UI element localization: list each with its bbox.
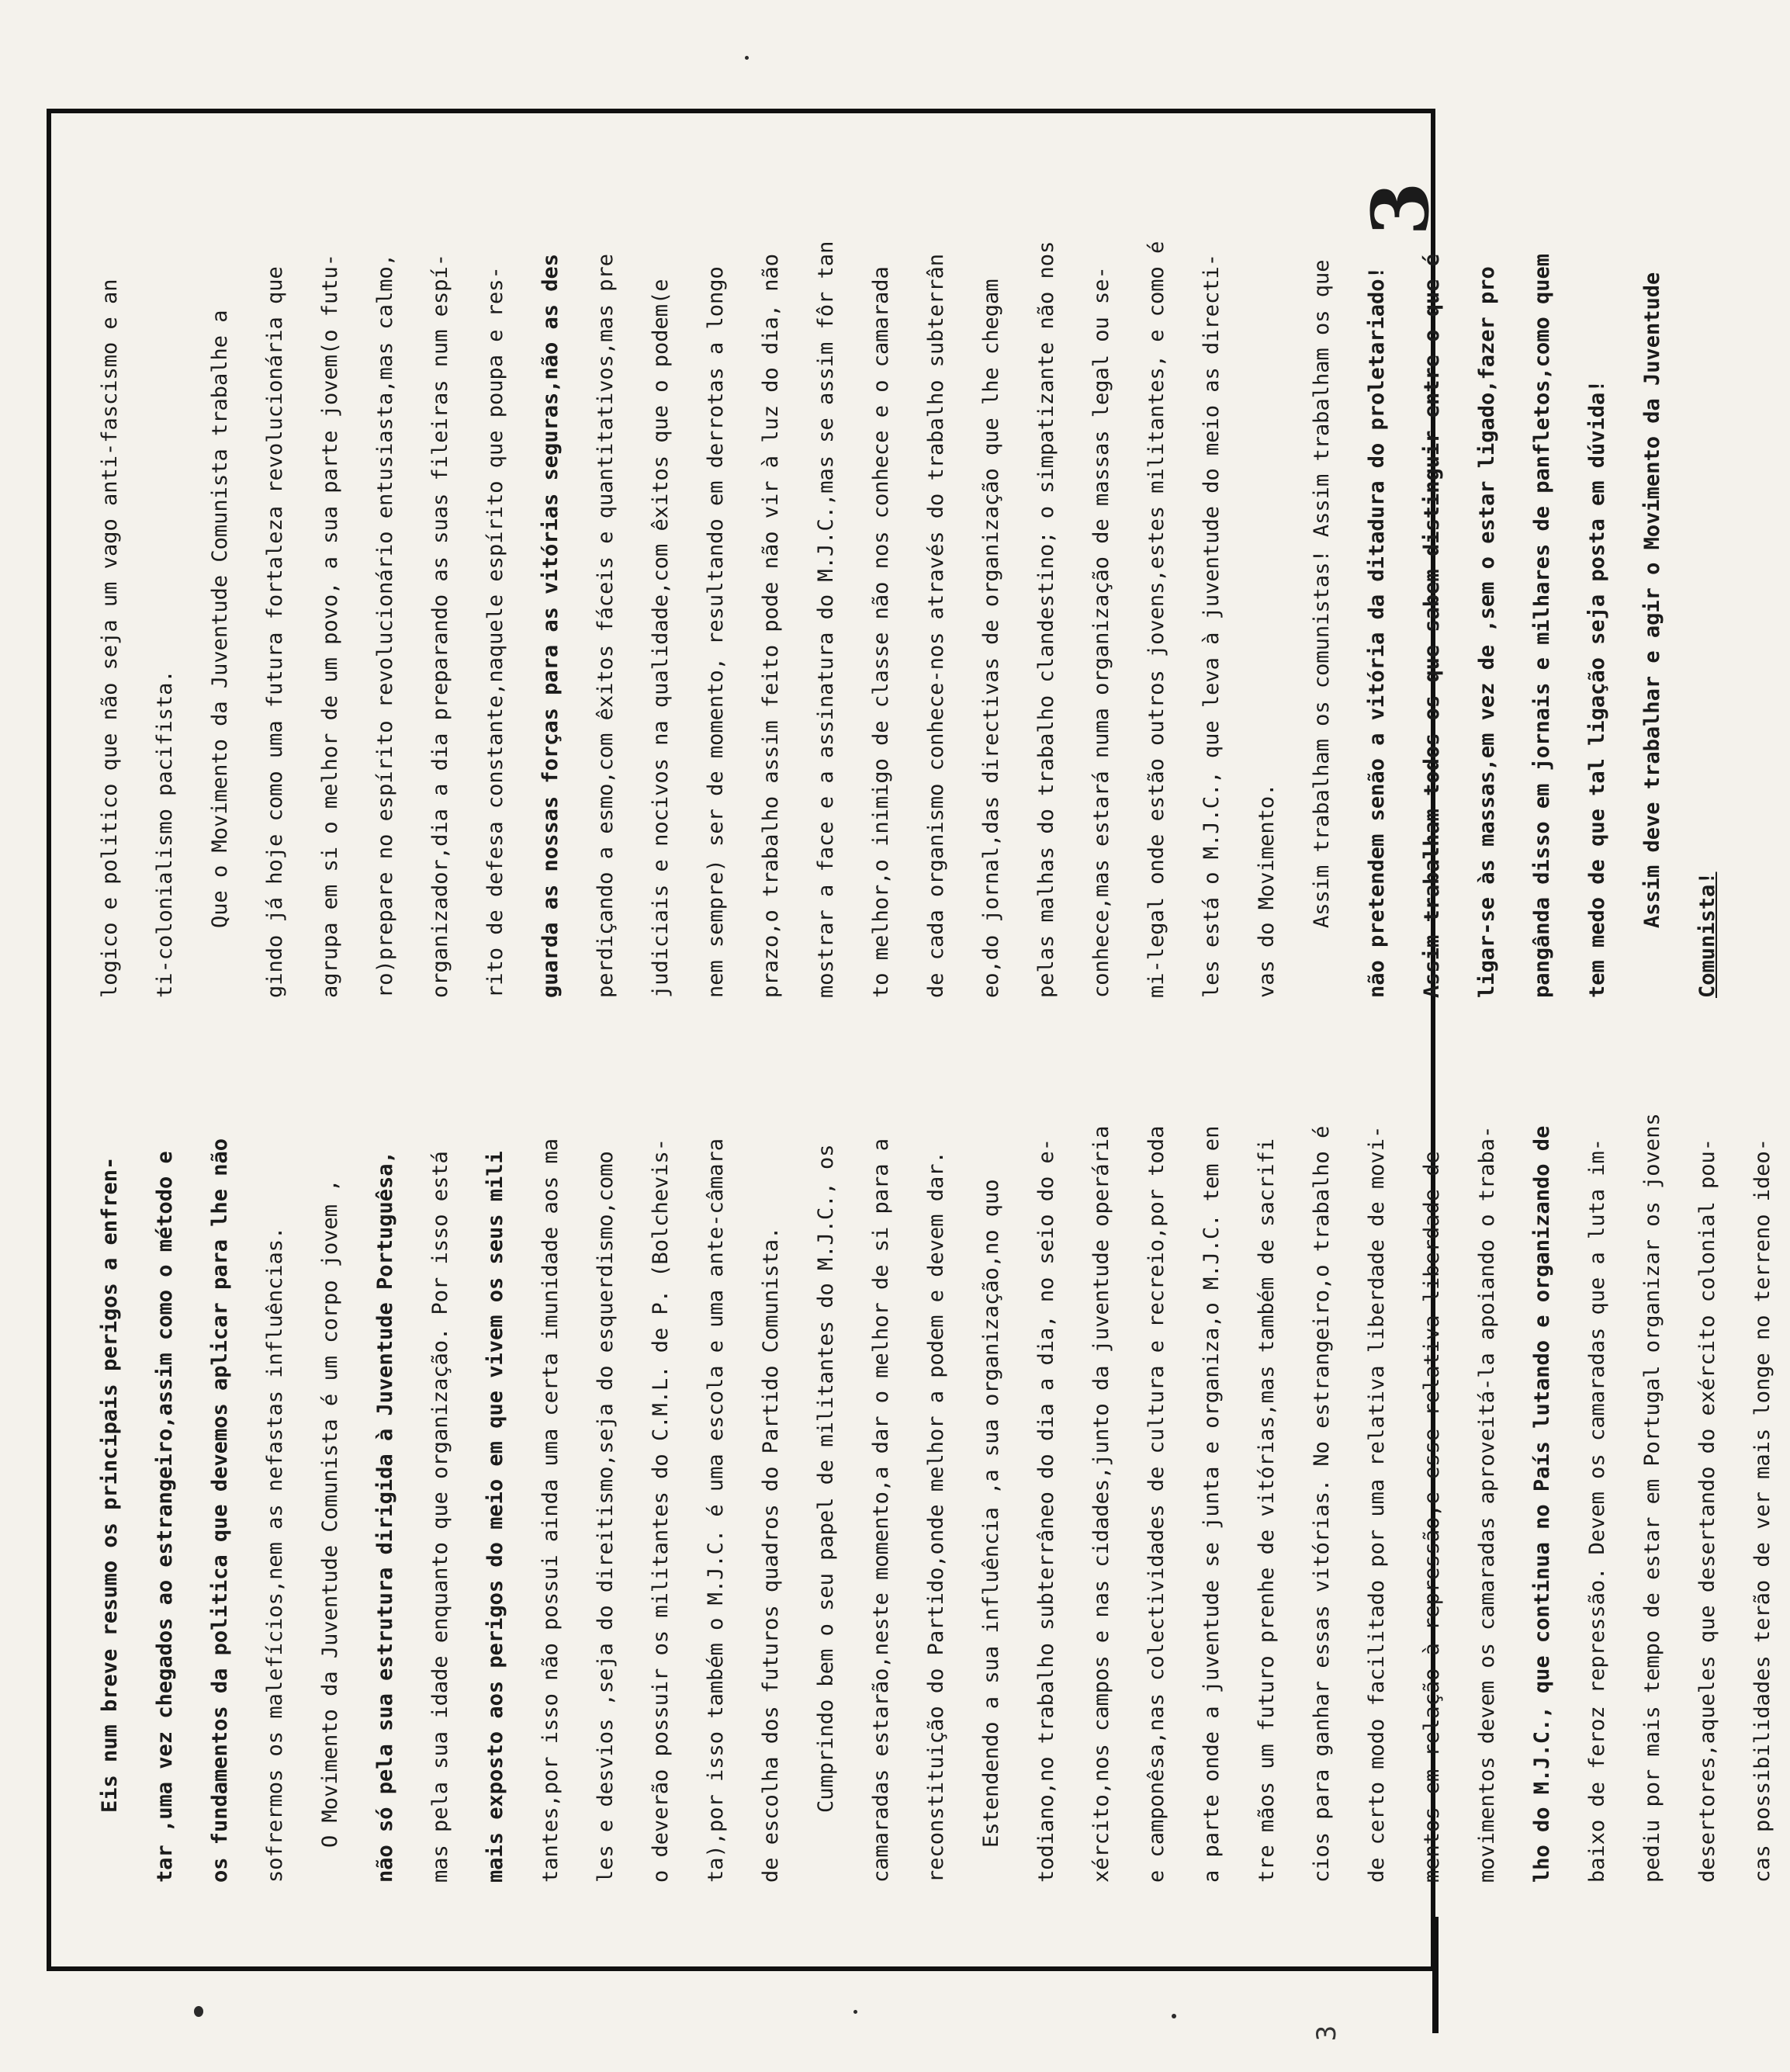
text-line: cios para ganhar essas vitórias. No estrangeiro,o trabalho é — [1310, 1125, 1334, 1883]
text-line: xército,nos campos e nas cidades,junto da juventude operária — [1089, 1125, 1113, 1883]
text-line: pelas malhas do trabalho clandestino; o simpatizante não nos — [1034, 241, 1058, 998]
text-line: Estendendo a sua influência ,a sua organização,no quo — [979, 1179, 1003, 1848]
text-line: eo,do jornal,das directivas de organização que lhe chegam — [979, 279, 1003, 998]
text-line: gindo já hoje como uma futura fortaleza revolucionária que — [263, 266, 287, 998]
text-line: O Movimento da Juventude Comunista é um corpo jovem , — [318, 1179, 342, 1848]
scan-mark — [194, 2006, 203, 2017]
rotated-text-block — [67, 106, 1774, 1952]
text-line: baixo de feroz repressão. Devem os camaradas que a luta im- — [1585, 1138, 1609, 1883]
text-line: mais exposto aos perigos do meio em que vivem os seus mili — [483, 1151, 507, 1883]
text-line: o deverão possuir os militantes do C.M.L. de P. (Bolchevis- — [649, 1138, 673, 1883]
text-line: rito de defesa constante,naquele espírito que poupa e res- — [483, 266, 507, 998]
text-line: não pretendem senão a vitória da ditadura do proletariado! — [1365, 266, 1389, 998]
text-line: Assim trabalham todos os que sabem distinguir entre o que é — [1420, 253, 1444, 998]
text-line: mostrar a face e a assinatura do M.J.C.,mas se assim fôr tan — [814, 241, 838, 998]
text-line: les e desvios ,seja do direitismo,seja do esquerdismo,como — [594, 1151, 618, 1883]
text-line: Que o Movimento da Juventude Comunista trabalhe a — [208, 310, 232, 928]
text-line: de certo modo facilitado por uma relativa liberdade de movi- — [1365, 1125, 1389, 1883]
text-line: logico e politico que não seja um vago anti-fascismo e an — [98, 279, 122, 998]
text-line: Assim deve trabalhar e agir o Movimento da Juventude — [1640, 272, 1664, 928]
text-line: sofrermos os malefícios,nem as nefastas influências. — [263, 1226, 287, 1883]
text-line: organizador,dia a dia preparando as suas fileiras num espí- — [428, 253, 452, 998]
text-line: agrupa em si o melhor de um povo, a sua parte jovem(o futu- — [318, 253, 342, 998]
text-line: pediu por mais tempo de estar em Portugal organizar os jovens — [1640, 1113, 1664, 1883]
text-line: prazo,o trabalho assim feito pode não vir à luz do dia, não — [759, 253, 783, 998]
text-line: Cumprindo bem o seu papel de militantes do M.J.C., os — [814, 1144, 838, 1813]
text-line: os fundamentos da politica que devemos aplicar para lhe não — [208, 1138, 232, 1883]
text-line: judiciais e nocivos na qualidade,com êxitos que o podem(e — [649, 279, 673, 998]
scan-mark — [853, 2010, 857, 2014]
text-line: e camponêsa,nas colectividades de cultura e recreio,por toda — [1144, 1125, 1169, 1883]
text-line: perdiçando a esmo,com êxitos fáceis e quantitativos,mas pre — [594, 253, 618, 998]
text-line: lho do M.J.C., que continua no País lutando e organizando de — [1530, 1125, 1554, 1883]
text-line: desertores,aqueles que desertando do exército colonial pou- — [1695, 1138, 1719, 1883]
text-line: não só pela sua estrutura dirigida à Juventude Portuguêsa, — [373, 1151, 397, 1883]
text-line: de escolha dos futuros quadros do Partido Comunista. — [759, 1226, 783, 1883]
right-column — [82, 160, 1719, 998]
text-line: a parte onde a juventude se junta e organiza,o M.J.C. tem en — [1200, 1125, 1224, 1883]
text-line: Comunista! — [1695, 871, 1719, 998]
text-line: ro)prepare no espírito revolucionário entusiasta,mas calmo, — [373, 253, 397, 998]
text-line: tem medo de que tal ligação seja posta em dúvida! — [1585, 379, 1609, 998]
text-line: pangânda disso em jornais e milhares de panfletos,como quem — [1530, 253, 1554, 998]
text-line: to melhor,o inimigo de classe não nos conhece e o camarada — [869, 266, 893, 998]
text-line: ta),por isso também o M.J.C. é uma escola e uma ante-câmara — [704, 1138, 728, 1883]
text-line: mas pela sua idade enquanto que organização. Por isso está — [428, 1151, 452, 1883]
left-column — [82, 1045, 1774, 1883]
text-line: ligar-se às massas,em vez de ,sem o estar ligado,fazer pro — [1475, 266, 1499, 998]
text-line: mentos em relação à repressão,e esse relativa liberdade de — [1420, 1151, 1444, 1883]
scan-mark — [1172, 2014, 1176, 2018]
text-line: tantes,por isso não possui ainda uma certa imunidade aos ma — [538, 1138, 563, 1883]
border-mark — [1432, 1917, 1439, 2033]
text-line: tre mãos um futuro prenhe de vitórias,mas também de sacrifi — [1255, 1138, 1279, 1883]
text-line: todiano,no trabalho subterrâneo do dia a dia, no seio do e- — [1034, 1138, 1058, 1883]
text-line: camaradas estarão,neste momento,a dar o melhor de si para a — [869, 1138, 893, 1883]
scan-mark — [745, 56, 749, 60]
text-line: conhece,mas estará numa organização de massas legal ou se- — [1089, 266, 1113, 998]
text-line: tar ,uma vez chegados ao estrangeiro,assim como o método e — [153, 1151, 177, 1883]
text-line: vas do Movimento. — [1255, 783, 1279, 998]
text-line: mi-legal onde estão outros jovens,estes militantes, e como é — [1144, 241, 1169, 998]
page-number: 3 — [1354, 182, 1446, 236]
text-line: les está o M.J.C., que leva à juventude do meio as directi- — [1200, 253, 1224, 998]
text-line: nem sempre) ser de momento, resultando em derrotas a longo — [704, 266, 728, 998]
text-line: cas possibilidades terão de ver mais longe no terreno ideo- — [1750, 1138, 1774, 1883]
text-line: guarda as nossas forças para as vitórias seguras,não as des — [538, 253, 563, 998]
text-line: reconstituição do Partido,onde melhor a podem e devem dar. — [924, 1151, 948, 1883]
text-line: de cada organismo conhece-nos através do trabalho subterrân — [924, 253, 948, 998]
text-line: Assim trabalham os comunistas! Assim trabalham os que — [1310, 259, 1334, 928]
text-line: movimentos devem os camaradas aproveitá-la apoiando o traba- — [1475, 1125, 1499, 1883]
footer-page-number: 3 — [1311, 2025, 1343, 2042]
text-line: ti-colonialismo pacifista. — [153, 670, 177, 998]
text-line: Eis num breve resumo os principais perigos a enfren- — [98, 1156, 122, 1813]
